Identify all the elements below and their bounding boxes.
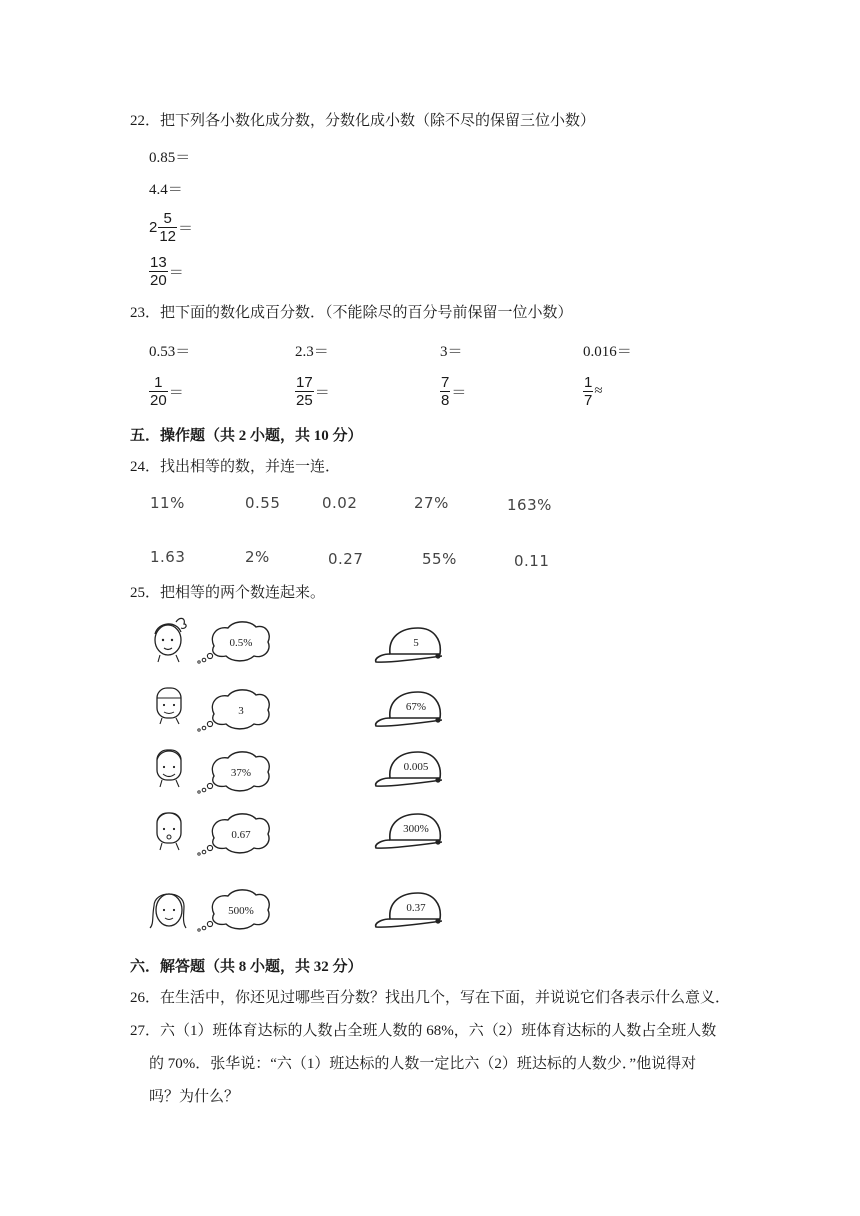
q23-r1-2: 2.3＝ [295, 344, 329, 360]
man-face [157, 813, 181, 850]
q24-title: 24．找出相等的数，并连一连． [130, 459, 341, 475]
denominator: 8 [441, 392, 450, 409]
q22-item-1: 0.85＝ [149, 150, 191, 166]
q24-top-1: 11% [150, 494, 185, 512]
girl-face [155, 618, 186, 662]
q24-bottom-2: 2% [245, 548, 270, 566]
q23-r1-3: 3＝ [440, 344, 463, 360]
equals-sign: ＝ [168, 265, 184, 281]
q25-illustration [146, 610, 442, 945]
q23-r2-1 [149, 374, 184, 409]
numerator: 5 [163, 210, 172, 227]
denominator: 12 [159, 228, 177, 245]
section-5-heading: 五．操作题（共 2 小题，共 10 分） [130, 428, 363, 444]
numerator: 13 [150, 254, 167, 271]
q22-item-4 [149, 254, 184, 289]
q24-bottom-1: 1.63 [150, 548, 186, 566]
section-6-heading: 六．解答题（共 8 小题，共 32 分） [130, 959, 363, 975]
bubble-label-4: 0.67 [231, 829, 251, 841]
numerator: 1 [154, 374, 163, 391]
fraction [583, 374, 593, 409]
q24-bottom-5: 0.11 [514, 552, 550, 570]
bubble-label-3: 37% [230, 767, 252, 779]
cap-label-2: 67% [405, 701, 427, 713]
q25-figure [146, 610, 442, 945]
fraction [149, 374, 168, 409]
q24-bottom-3: 0.27 [328, 550, 364, 568]
equals-sign: ＝ [178, 221, 194, 237]
bubble-label-5: 500% [228, 905, 254, 917]
q23-title: 23．把下面的数化成百分数．（不能除尽的百分号前保留一位小数） [130, 305, 573, 321]
q27-line-3: 吗？为什么？ [149, 1089, 240, 1105]
fraction [149, 254, 168, 289]
mixed-whole: 2 [149, 219, 158, 236]
q27-line-1: 27．六（1）班体育达标的人数占全班人数的 68%，六（2）班体育达标的人数占全班人数 [130, 1023, 717, 1039]
q23-r1-1: 0.53＝ [149, 344, 191, 360]
fraction [158, 210, 177, 245]
equals-sign: ＝ [168, 385, 184, 401]
q23-r2-2 [295, 374, 330, 409]
approx-sign: ≈ [594, 383, 603, 399]
q23-r1-4: 0.016＝ [583, 344, 632, 360]
q22-item-3 [149, 210, 193, 245]
numerator: 1 [584, 374, 593, 391]
q24-top-3: 0.02 [322, 494, 358, 512]
q23-r2-3 [440, 374, 466, 409]
denominator: 20 [150, 392, 167, 409]
cap-label-1: 5 [413, 637, 419, 649]
cap-label-5: 0.37 [406, 902, 426, 914]
q25-title: 25．把相等的两个数连起来。 [130, 585, 326, 601]
q24-top-5: 163% [507, 496, 552, 514]
bubble-label-2: 3 [238, 705, 244, 717]
cap-label-3: 0.005 [403, 761, 429, 773]
numerator: 17 [296, 374, 313, 391]
numerator: 7 [441, 374, 450, 391]
woman-face [150, 894, 186, 928]
old-man-face [157, 688, 181, 724]
q23-r2-4 [583, 374, 603, 409]
boy-face [157, 750, 181, 787]
q26-text: 26．在生活中，你还见过哪些百分数？找出几个，写在下面，并说说它们各表示什么意义． [130, 990, 731, 1006]
cap-label-4: 300% [403, 823, 429, 835]
q24-bottom-4: 55% [422, 550, 457, 568]
q22-item-2: 4.4＝ [149, 182, 183, 198]
denominator: 25 [296, 392, 313, 409]
q24-top-2: 0.55 [245, 494, 281, 512]
bubble-label-1: 0.5% [229, 637, 253, 649]
fraction [440, 374, 450, 409]
q27-line-2: 的 70%．张华说：“六（1）班达标的人数一定比六（2）班达标的人数少．”他说得对 [149, 1056, 697, 1072]
denominator: 20 [150, 272, 167, 289]
denominator: 7 [584, 392, 593, 409]
equals-sign: ＝ [451, 385, 467, 401]
q24-top-4: 27% [414, 494, 449, 512]
q22-title: 22．把下列各小数化成分数，分数化成小数（除不尽的保留三位小数） [130, 113, 596, 129]
fraction [295, 374, 314, 409]
equals-sign: ＝ [314, 385, 330, 401]
